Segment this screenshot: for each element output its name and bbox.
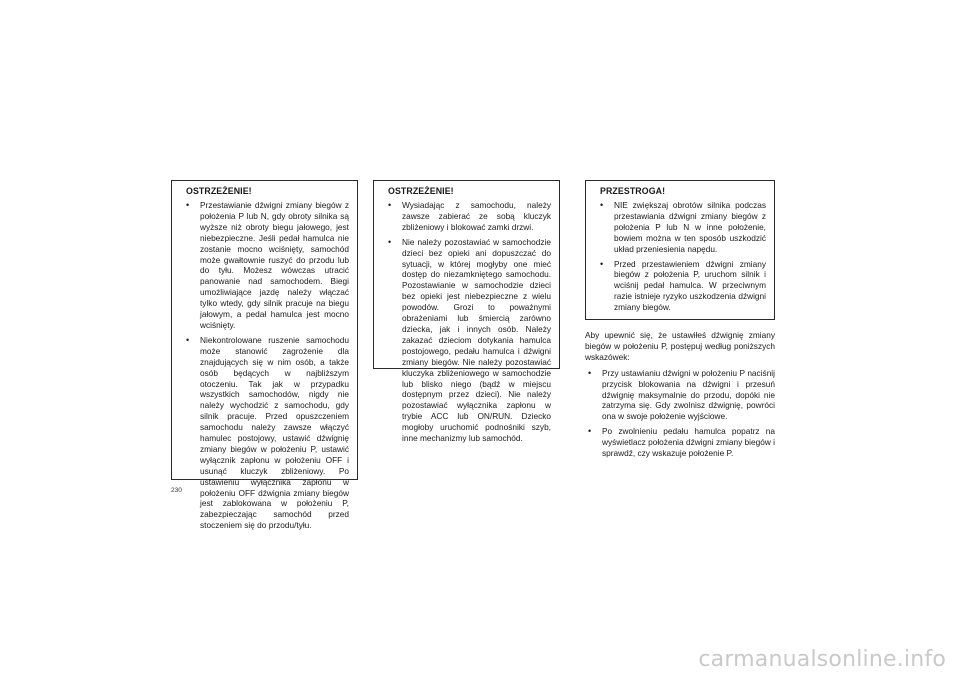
warning-list — [385, 200, 551, 444]
warning-item: • Nie należy pozostawiać w samochodzie dzieci bez opieki ani dopuszczać do sytuacji, w której mogłyby one mieć dostęp do niezamkniętego samochodu. Pozostawianie w samochodzie dzieci bez opieki jest niebezpieczne z wielu powodów. Grozi to poważnymi obrażeniami lub śmiercią zarówno dziecka, jak i innych osób. Należy zakazać dzieciom dotykania hamulca postojowego, pedału hamulca i dźwigni zmiany biegów. Nie należy pozostawiać kluczyka zbliżeniowego w samochodzie lub blisko niego (bądź w miejscu dostępnym przez dzieci). Nie należy pozostawiać wyłącznika zapłonu w trybie ACC lub ON/RUN. Dziecko mogłoby uruchomić podnośniki szyb, inne mechanizmy lub samochód. — [385, 237, 551, 444]
warning-list — [183, 200, 349, 531]
caution-list — [597, 200, 766, 313]
caution-heading: PRZESTROGA! — [600, 186, 666, 196]
page-number: 230 — [171, 487, 182, 494]
instructions-list — [585, 368, 775, 459]
caution-item: • Przed przestawieniem dźwigni zmiany biegów z położenia P, uruchom silnik i wciśnij pedał hamulca. W przeciwnym razie istnieje ryzyko uszkodzenia dźwigni zmiany biegów. — [597, 259, 766, 314]
park-instructions — [585, 330, 775, 463]
instructions-intro: Aby upewnić się, że ustawiłeś dźwignię zmiany biegów w położeniu P, postępuj według poniższych wskazówek: — [585, 330, 775, 362]
instruction-item: • Po zwolnieniu pedału hamulca popatrz na wyświetlacz położenia dźwigni zmiany biegów i sprawdź, czy wskazuje położenie P. — [585, 426, 775, 459]
warning-box-children — [373, 180, 560, 444]
caution-box — [585, 180, 775, 320]
warning-item: • Wysiadając z samochodu, należy zawsze zabierać ze sobą kluczyk zbliżeniowy i blokować zamki drzwi. — [385, 200, 551, 233]
warning-item: • Niekontrolowane ruszenie samochodu może stanowić zagrożenie dla znajdujących się w nim osób, a także osób będących w najbliższym otoczeniu. Tak jak w przypadku wszystkich samochodów, nigdy nie należy wychodzić z samochodu, gdy silnik pracuje. Przed opuszczeniem samochodu należy zawsze włączyć hamulec postojowy, ustawić dźwignię zmiany biegów w położeniu P, ustawić wyłącznik zapłonu w położeniu OFF i usunąć kluczyk zbliżeniowy. Po ustawieniu wyłącznika zapłonu w położeniu OFF dźwignia zmiany biegów jest zablokowana w położeniu P, zabezpieczając samochód przed stoczeniem się do przodu/tyłu. — [183, 335, 349, 531]
watermark: carmanualsonline.info — [698, 647, 946, 672]
warning-heading: OSTRZEŻENIE! — [388, 186, 454, 196]
warning-item: • Przestawianie dźwigni zmiany biegów z położenia P lub N, gdy obroty silnika są wyższe niż obroty biegu jałowego, jest niebezpieczne. Jeśli pedał hamulca nie zostanie mocno wciśnięty, samochód może gwałtownie ruszyć do przodu lub do tyłu. Możesz wówczas utracić panowanie nad samochodem. Biegi umożliwiające jazdę należy włączać tylko wtedy, gdy silnik pracuje na biegu jałowym, a pedał hamulca jest mocno wciśnięty. — [183, 200, 349, 331]
warning-heading: OSTRZEŻENIE! — [186, 186, 252, 196]
caution-item: • NIE zwiększaj obrotów silnika podczas przestawiania dźwigni zmiany biegów z położenia P lub N w inne położenie, bowiem można w ten sposób uszkodzić układ przeniesienia napędu. — [597, 200, 766, 255]
instruction-item: • Przy ustawianiu dźwigni w położeniu P naciśnij przycisk blokowania na dźwigni i przesuń dźwignię maksymalnie do przodu, dopóki nie zatrzyma się. Gdy zwolnisz dźwignię, powróci ona w swoje położenie wyjściowe. — [585, 368, 775, 423]
